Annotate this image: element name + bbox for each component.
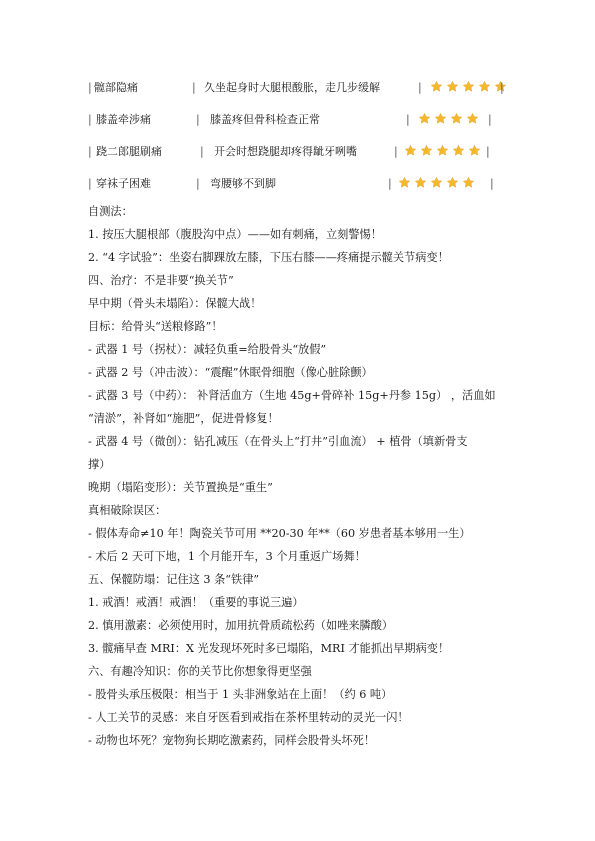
symptom-row: [88, 78, 508, 98]
star-rating: [404, 144, 481, 160]
star-icon: [436, 144, 449, 157]
row-divider: |: [394, 145, 398, 158]
symptom-name: 膝盖牵涉痛: [96, 113, 151, 126]
row-divider: |: [88, 113, 92, 126]
row-divider: |: [500, 81, 504, 94]
bullet-item: - 武器 3 号（中药）： 补肾活血方（生地 45g+骨碎补 15g+丹参 15g） ，活血如: [88, 389, 496, 402]
bullet-item: - 武器 1 号（拐杖）：减轻负重=给股骨头“放假”: [88, 343, 327, 356]
row-divider: |: [88, 145, 92, 158]
bullet-item: - 武器 4 号（微创）：钻孔减压（在骨头上“打井”引血流） + 植骨（填新骨支: [88, 435, 468, 448]
section-heading: 四、治疗：不是非要“换关节”: [88, 274, 234, 287]
paragraph: 晚期（塌陷变形）：关节置换是“重生”: [88, 481, 273, 494]
row-divider: |: [88, 81, 92, 94]
star-icon: [434, 112, 447, 125]
symptom-row: [88, 110, 508, 130]
numbered-item: 1. 戒酒！戒酒！戒酒！（重要的事说三遍）: [88, 596, 304, 609]
star-icon: [462, 80, 475, 93]
numbered-item: 1. 按压大腿根部（腹股沟中点）——如有刺痛，立刻警惕！: [88, 228, 382, 241]
symptom-name: 跷二郎腿刷痛: [96, 145, 162, 158]
row-divider: |: [192, 81, 196, 94]
bullet-item: - 武器 2 号（冲击波）：“震醒”休眠骨细胞（像心脏除颤）: [88, 366, 373, 379]
symptom-description: 膝盖疼但骨科检查正常: [210, 113, 320, 126]
symptom-name: 穿袜子困难: [96, 177, 151, 190]
star-icon: [466, 112, 479, 125]
star-icon: [418, 112, 431, 125]
bullet-item-continuation: 撑）: [88, 458, 111, 471]
symptom-description: 久坐起身时大腿根酸胀，走几步缓解: [204, 81, 380, 94]
numbered-item: 2. 慎用激素：必须使用时，加用抗骨质疏松药（如唑来膦酸）: [88, 619, 394, 632]
symptom-row: [88, 174, 508, 194]
section-heading: 五、保髋防塌：记住这 3 条“铁律”: [88, 573, 260, 586]
star-icon: [404, 144, 417, 157]
paragraph: 真相破除误区：: [88, 504, 167, 517]
star-icon: [446, 80, 459, 93]
bullet-item: - 动物也坏死？宠物狗长期吃激素药，同样会股骨头坏死！: [88, 734, 376, 747]
row-divider: |: [488, 113, 492, 126]
star-icon: [430, 80, 443, 93]
row-divider: |: [406, 113, 410, 126]
star-icon: [462, 176, 475, 189]
bullet-item: - 人工关节的灵感：来自牙医看到戒指在茶杯里转动的灵光一闪！: [88, 711, 409, 724]
row-divider: |: [418, 81, 422, 94]
star-icon: [420, 144, 433, 157]
numbered-item: 2. “4 字试验”：坐姿右脚踝放左膝，下压右膝——疼痛提示髋关节病变！: [88, 251, 449, 264]
star-icon: [446, 176, 459, 189]
row-divider: |: [490, 177, 494, 190]
star-rating: [398, 176, 475, 192]
star-icon: [452, 144, 465, 157]
paragraph: 目标：给骨头“送粮修路”！: [88, 320, 223, 333]
row-divider: |: [196, 177, 200, 190]
symptom-row: [88, 142, 508, 162]
bullet-item-continuation: “清淤”，补肾如“施肥”，促进骨修复！: [88, 412, 279, 425]
row-divider: |: [88, 177, 92, 190]
row-divider: |: [200, 145, 204, 158]
row-divider: |: [486, 145, 490, 158]
row-divider: |: [388, 177, 392, 190]
symptom-name: 髋部隐痛: [94, 81, 138, 94]
star-icon: [430, 176, 443, 189]
bullet-item: - 假体寿命≠10 年！陶瓷关节可用 **20-30 年**（60 岁患者基本够用一生）: [88, 527, 471, 540]
section-heading: 六、有趣冷知识：你的关节比你想象得更坚强: [88, 665, 312, 678]
bullet-item: - 术后 2 天可下地，1 个月能开车，3 个月重返广场舞！: [88, 550, 366, 563]
star-icon: [414, 176, 427, 189]
symptom-description: 开会时想跷腿却疼得龇牙咧嘴: [214, 145, 357, 158]
paragraph: 早中期（骨头未塌陷）：保髋大战！: [88, 297, 262, 310]
star-icon: [450, 112, 463, 125]
star-icon: [468, 144, 481, 157]
star-rating: [418, 112, 479, 128]
star-icon: [398, 176, 411, 189]
numbered-item: 3. 髋痛早查 MRI：X 光发现坏死时多已塌陷，MRI 才能抓出早期病变！: [88, 642, 450, 655]
bullet-item: - 股骨头承压极限：相当于 1 头非洲象站在上面！（约 6 吨）: [88, 688, 393, 701]
star-icon: [478, 80, 491, 93]
symptom-description: 弯腰够不到脚: [210, 177, 276, 190]
row-divider: |: [196, 113, 200, 126]
star-rating: [430, 80, 507, 96]
section-label: 自测法：: [88, 205, 133, 218]
